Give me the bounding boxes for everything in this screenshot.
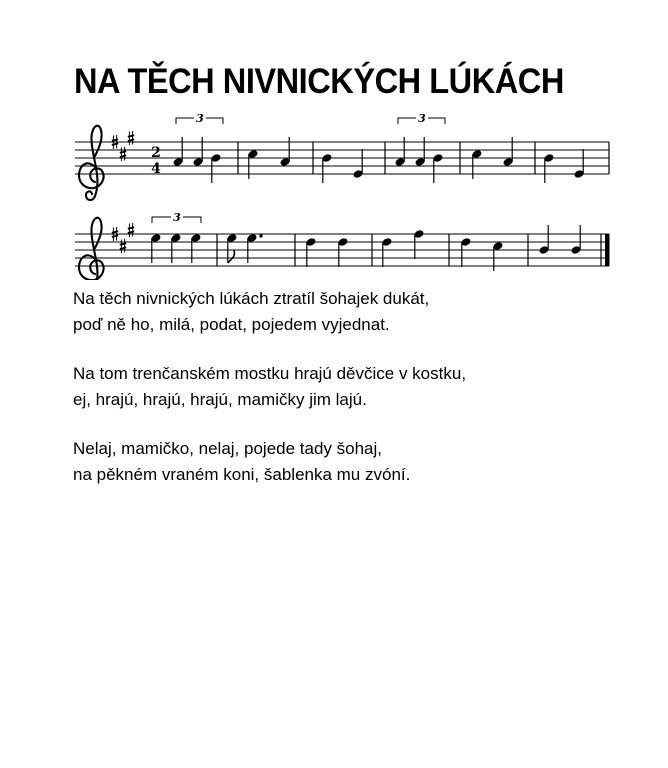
key-signature [112, 131, 134, 161]
note [246, 233, 262, 263]
note [172, 137, 183, 167]
triplet-number: 3 [418, 112, 426, 125]
triplet-number: 3 [173, 211, 181, 224]
sharp-icon [128, 223, 134, 237]
note [414, 137, 425, 167]
lyric-line: Nelaj, mamičko, nelaj, pojede tady šohaj, [73, 439, 382, 458]
sharp-icon [120, 239, 126, 253]
note [321, 153, 332, 183]
note [305, 237, 316, 267]
lyric-line: poď ně ho, milá, podat, pojedem vyjednat. [73, 315, 390, 334]
time-signature [151, 145, 161, 177]
lyric-line: na pěkném vraném koni, šablenka mu zvóní. [73, 465, 411, 484]
sharp-icon [128, 131, 134, 145]
triplet-bracket [176, 112, 223, 125]
note [543, 153, 554, 183]
treble-clef-icon [79, 126, 104, 200]
note [190, 233, 201, 263]
notes-system-1 [172, 137, 609, 183]
note [471, 149, 482, 179]
note [502, 137, 513, 167]
note [352, 149, 363, 179]
time-signature-numerator: 2 [151, 145, 161, 161]
music-score [0, 0, 668, 280]
triplet-number: 3 [196, 112, 204, 125]
note [573, 149, 584, 179]
note [210, 153, 221, 183]
lyric-line: Na tom trenčanském mostku hrajú děvčice v kostku, [73, 364, 467, 383]
note [394, 137, 405, 167]
note [538, 225, 549, 255]
triplet-bracket [398, 112, 445, 125]
lyric-line: Na těch nivnických lúkách ztratíl šohajek dukát, [73, 289, 430, 308]
note [247, 149, 258, 179]
note [492, 241, 503, 271]
note [413, 229, 424, 259]
song-title: NA TĚCH NIVNICKÝCH LÚKÁCH [74, 62, 564, 101]
note [432, 153, 443, 183]
note [192, 137, 203, 167]
notes-system-2 [150, 225, 609, 271]
staff-system-2 [75, 211, 610, 280]
note [226, 233, 237, 263]
stanza [73, 361, 466, 413]
note [150, 233, 161, 263]
note [460, 237, 471, 267]
treble-clef-icon [79, 218, 104, 280]
sharp-icon [120, 147, 126, 161]
stanza [73, 436, 466, 488]
note [381, 237, 392, 267]
lyric-line: ej, hrajú, hrajú, hrajú, mamičky jim lajú. [73, 390, 367, 409]
lyrics [73, 286, 466, 511]
note [570, 225, 581, 255]
note [170, 233, 181, 263]
note [279, 137, 290, 167]
note [337, 237, 348, 267]
triplet-bracket [152, 211, 201, 224]
stanza [73, 286, 466, 338]
staff-system-1 [75, 112, 609, 200]
time-signature-denominator: 4 [151, 161, 161, 177]
key-signature [112, 223, 134, 253]
